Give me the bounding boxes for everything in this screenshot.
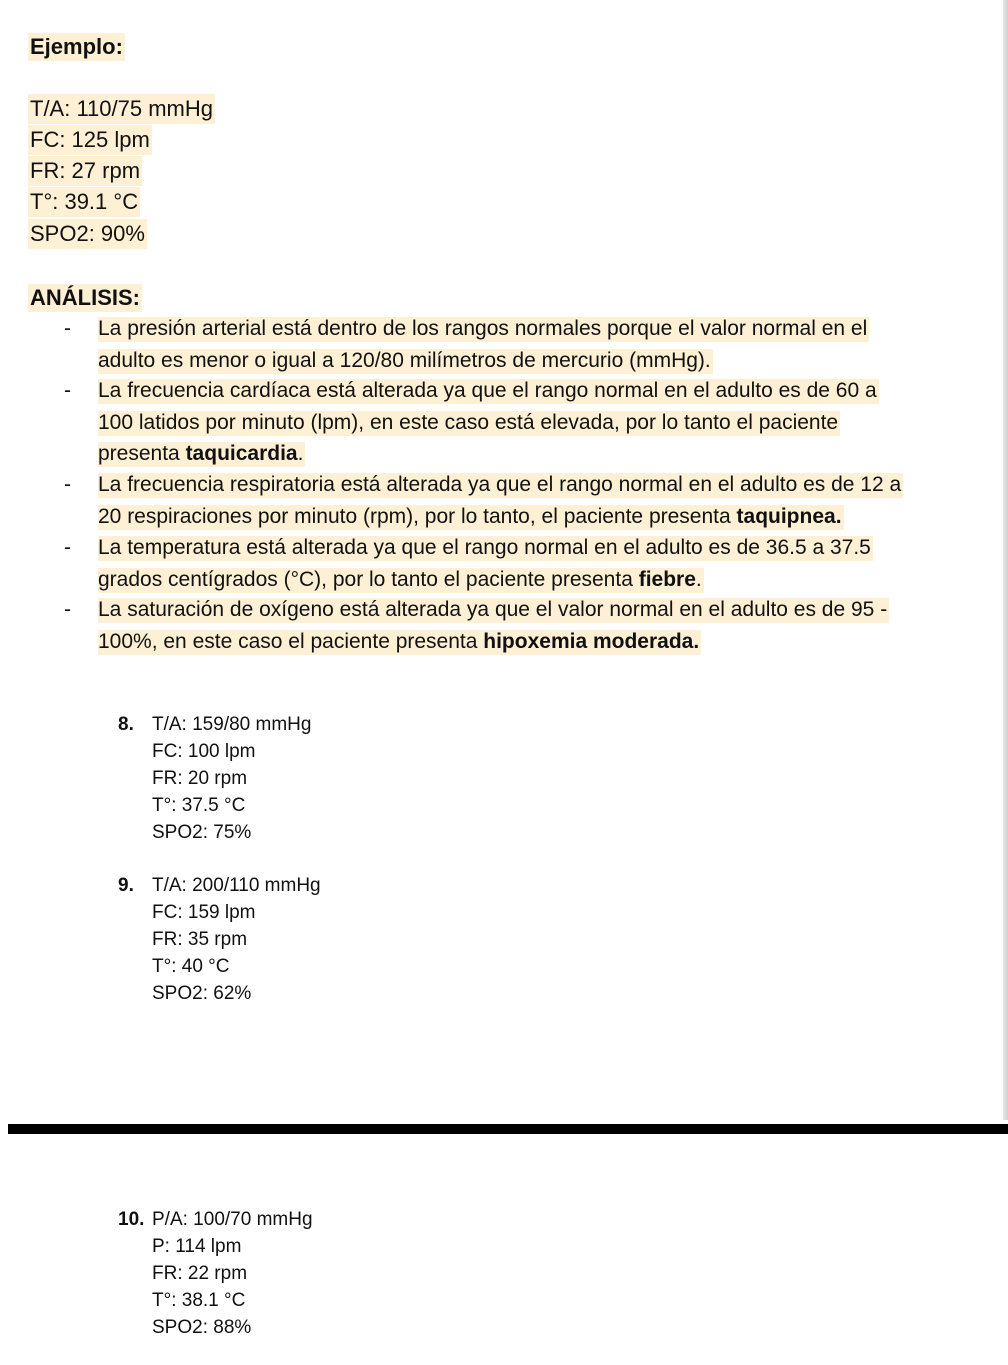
case-vital: T°: 38.1 °C	[152, 1290, 246, 1311]
case-number: 10.	[118, 1209, 145, 1230]
analysis-item	[60, 313, 1008, 376]
term-taquicardia: taquicardia	[185, 442, 298, 465]
analysis-line: 100%, en este caso el paciente presenta hipoxemia moderada.	[98, 629, 700, 653]
analysis-item	[60, 469, 1008, 532]
list-dash: -	[64, 598, 71, 621]
case-vital: SPO2: 88%	[152, 1317, 252, 1338]
analysis-line: La frecuencia respiratoria está alterada ya que el rango normal en el adulto es de 12 a	[98, 473, 902, 496]
case-vital: T°: 40 °C	[152, 956, 230, 977]
case-vital: FR: 35 rpm	[152, 929, 248, 950]
example-vital-ta: T/A: 110/75 mmHg	[28, 94, 215, 124]
case-10	[118, 1206, 313, 1341]
case-vital: T/A: 159/80 mmHg	[152, 714, 312, 735]
analysis-line: 20 respiraciones por minuto (rpm), por lo tanto, el paciente presenta taquipnea.	[98, 504, 842, 528]
analysis-heading: ANÁLISIS:	[30, 285, 140, 310]
case-vital: FC: 100 lpm	[152, 741, 256, 762]
analysis-item	[60, 594, 1008, 657]
case-vital: SPO2: 62%	[152, 983, 252, 1004]
analysis-line: La saturación de oxígeno está alterada ya que el valor normal en el adulto es de 95 -	[98, 598, 888, 621]
term-taquipnea: taquipnea.	[736, 504, 842, 528]
list-dash: -	[64, 379, 71, 402]
example-vital-fr: FR: 27 rpm	[28, 156, 142, 186]
analysis-line: grados centígrados (°C), por lo tanto el paciente presenta fiebre.	[98, 567, 702, 591]
list-dash: -	[64, 317, 71, 340]
analysis-item	[60, 375, 1008, 470]
analysis-line: presenta taquicardia.	[98, 442, 304, 465]
case-vital: T/A: 200/110 mmHg	[152, 875, 321, 896]
case-vital: FC: 159 lpm	[152, 902, 256, 923]
analysis-line: 100 latidos por minuto (lpm), en este caso está elevada, por lo tanto el paciente	[98, 410, 839, 434]
example-heading: Ejemplo:	[30, 34, 123, 59]
example-vital-spo2: SPO2: 90%	[28, 219, 147, 249]
analysis-item	[60, 532, 1008, 595]
term-hipoxemia-moderada: hipoxemia moderada.	[483, 629, 700, 653]
case-vital: FR: 22 rpm	[152, 1263, 248, 1284]
list-dash: -	[64, 536, 71, 559]
case-vital: P/A: 100/70 mmHg	[152, 1209, 313, 1230]
analysis-line: La frecuencia cardíaca está alterada ya que el rango normal en el adulto es de 60 a	[98, 379, 877, 402]
analysis-line: La presión arterial está dentro de los rangos normales porque el valor normal en el	[98, 317, 868, 340]
case-vital: P: 114 lpm	[152, 1236, 242, 1257]
case-number: 8.	[118, 714, 134, 735]
term-fiebre: fiebre	[638, 567, 696, 591]
analysis-line: La temperatura está alterada ya que el rango normal en el adulto es de 36.5 a 37.5	[98, 536, 871, 559]
case-vital: FR: 20 rpm	[152, 768, 248, 789]
analysis-line: adulto es menor o igual a 120/80 milímetros de mercurio (mmHg).	[98, 348, 711, 372]
case-vital: SPO2: 75%	[152, 822, 252, 843]
list-dash: -	[64, 473, 71, 496]
example-vital-temp: T°: 39.1 °C	[28, 187, 140, 217]
page-break-divider	[8, 1124, 1008, 1134]
case-8	[118, 711, 311, 846]
case-number: 9.	[118, 875, 134, 896]
case-9	[118, 872, 321, 1007]
case-vital: T°: 37.5 °C	[152, 795, 246, 816]
example-vital-fc: FC: 125 lpm	[28, 125, 152, 155]
